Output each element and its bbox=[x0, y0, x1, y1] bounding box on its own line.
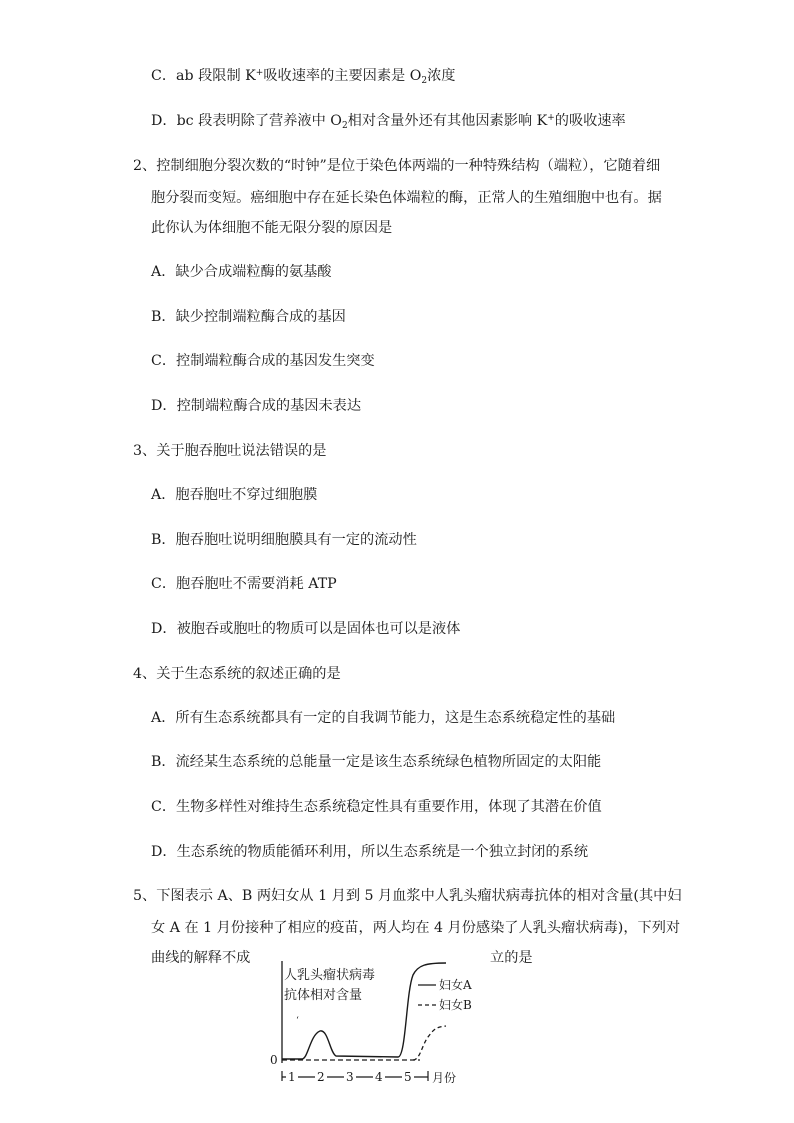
q3-option-d: D．被胞吞或胞吐的物质可以是固体也可以是液体 bbox=[151, 621, 461, 637]
q1-option-c: C．ab 段限制 K+吸收速率的主要因素是 $O_2$浓度 bbox=[151, 68, 456, 86]
q5-stem-line-2: 女 A 在 1 月份接种了相应的疫苗，两人均在 4 月份感染了人乳头瘤状病毒)，下列对 bbox=[151, 920, 681, 936]
figure-mark: ‘ bbox=[296, 1016, 299, 1026]
q2-option-a: A．缺少合成端粒酶的氨基酸 bbox=[151, 264, 332, 280]
q2-stem-line-1: 2、控制细胞分裂次数的“时钟”是位于染色体两端的一种特殊结构（端粒），它随着细 bbox=[133, 158, 661, 174]
q5-stem-line-3-right: 立的是 bbox=[490, 950, 533, 966]
q5-stem-line-3-left: 曲线的解释不成 bbox=[151, 950, 251, 966]
q3-option-c: C．胞吞胞吐不需要消耗 ATP bbox=[151, 576, 337, 592]
q3-option-a: A．胞吞胞吐不穿过细胞膜 bbox=[151, 487, 318, 503]
curve-woman-b bbox=[413, 1026, 446, 1060]
q2-stem-line-3: 此你认为体细胞不能无限分裂的原因是 bbox=[151, 220, 393, 236]
x-unit-label: 月份 bbox=[432, 1071, 457, 1085]
x-tick-1: 1 bbox=[288, 1070, 296, 1084]
q2-option-d: D．控制端粒酶合成的基因未表达 bbox=[151, 398, 362, 414]
q2-stem-line-2: 胞分裂而变短。癌细胞中存在延长染色体端粒的酶，正常人的生殖细胞中也有。据 bbox=[151, 190, 662, 206]
antibody-curve-figure bbox=[268, 953, 490, 1093]
x-tick-5: 5 bbox=[404, 1070, 412, 1084]
q3-stem: 3、关于胞吞胞吐说法错误的是 bbox=[133, 443, 327, 459]
legend-woman-a: 妇女A bbox=[439, 978, 472, 992]
q4-option-a: A．所有生态系统都具有一定的自我调节能力，这是生态系统稳定性的基础 bbox=[151, 710, 616, 726]
x-tick-2: 2 bbox=[317, 1070, 325, 1084]
q2-option-b: B．缺少控制端粒酶合成的基因 bbox=[151, 309, 346, 325]
q4-option-d: D．生态系统的物质能循环利用，所以生态系统是一个独立封闭的系统 bbox=[151, 844, 589, 860]
origin-label: 0 bbox=[270, 1053, 278, 1067]
x-tick-3: 3 bbox=[346, 1070, 354, 1084]
q3-option-b: B．胞吞胞吐说明细胞膜具有一定的流动性 bbox=[151, 532, 417, 548]
q4-stem: 4、关于生态系统的叙述正确的是 bbox=[133, 666, 341, 682]
q2-option-c: C．控制端粒酶合成的基因发生突变 bbox=[151, 353, 375, 369]
q4-option-b: B．流经某生态系统的总能量一定是该生态系统绿色植物所固定的太阳能 bbox=[151, 754, 602, 770]
q5-stem-line-1: 5、下图表示 A、B 两妇女从 1 月到 5 月血浆中人乳头瘤状病毒抗体的相对含量(其中妇 bbox=[133, 888, 682, 904]
legend-woman-b: 妇女B bbox=[439, 998, 472, 1012]
y-label-line-2: 抗体相对含量 bbox=[284, 988, 363, 1003]
x-tick-4: 4 bbox=[375, 1070, 383, 1084]
q4-option-c: C．生物多样性对维持生态系统稳定性具有重要作用，体现了其潜在价值 bbox=[151, 799, 602, 815]
q1-option-d: D．bc 段表明除了营养液中 $O_2$相对含量外还有其他因素影响 K+的吸收速率 bbox=[151, 113, 626, 131]
y-label-line-1: 人乳头瘤状病毒 bbox=[284, 968, 376, 983]
